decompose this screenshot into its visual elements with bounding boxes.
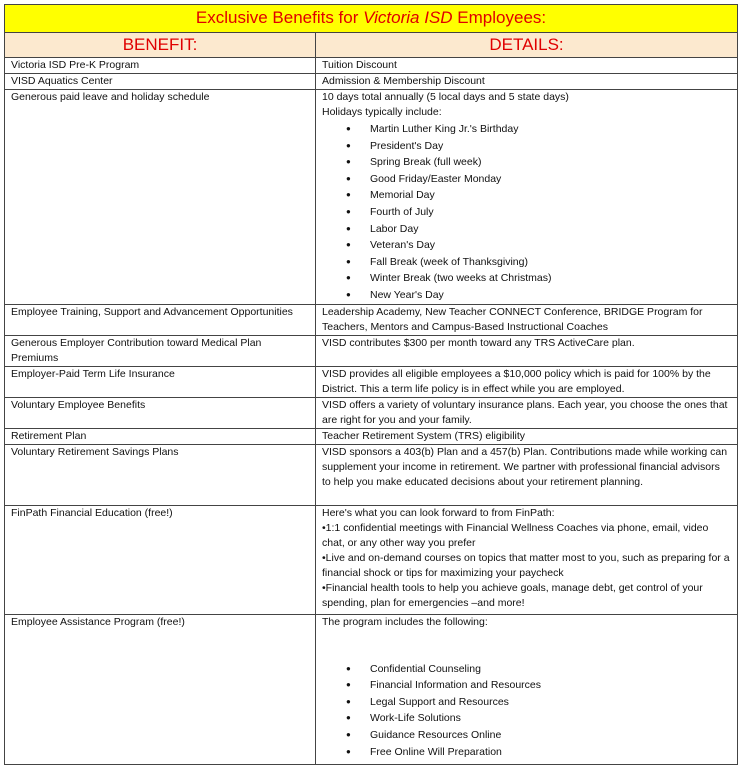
detail-line: 10 days total annually (5 local days and 5 state days) xyxy=(322,91,569,103)
benefits-table xyxy=(4,4,738,765)
benefit-cell: Voluntary Retirement Savings Plans xyxy=(5,444,316,505)
details-header: DETAILS: xyxy=(316,33,738,58)
list-item: ● Winter Break (two weeks at Christmas) xyxy=(370,270,731,287)
list-item: ● President's Day xyxy=(370,138,731,155)
eap-list xyxy=(322,661,731,761)
table-row xyxy=(5,304,738,335)
details-cell: Admission & Membership Discount xyxy=(316,74,738,90)
benefit-cell: FinPath Financial Education (free!) xyxy=(5,505,316,614)
list-item: ● Free Online Will Preparation xyxy=(370,744,731,761)
details-cell xyxy=(316,614,738,764)
table-row xyxy=(5,614,738,764)
details-cell: Leadership Academy, New Teacher CONNECT Conference, BRIDGE Program for Teachers, Mentors and Campus-Based Instructional Coaches xyxy=(316,304,738,335)
table-row xyxy=(5,74,738,90)
benefit-cell: Generous Employer Contribution toward Medical Plan Premiums xyxy=(5,335,316,366)
benefit-cell: Generous paid leave and holiday schedule xyxy=(5,90,316,305)
benefit-header: BENEFIT: xyxy=(5,33,316,58)
table-row xyxy=(5,335,738,366)
table-row xyxy=(5,366,738,397)
list-item: ● Legal Support and Resources xyxy=(370,694,731,711)
title-suffix: Employees: xyxy=(452,8,547,27)
details-cell xyxy=(316,90,738,305)
table-title xyxy=(5,5,738,33)
holiday-list xyxy=(322,121,731,304)
benefit-cell: Employee Training, Support and Advancement Opportunities xyxy=(5,304,316,335)
benefit-cell: Employer-Paid Term Life Insurance xyxy=(5,366,316,397)
details-cell xyxy=(316,505,738,614)
list-item: ● Spring Break (full week) xyxy=(370,154,731,171)
list-item: ● Memorial Day xyxy=(370,187,731,204)
list-item: ● Veteran's Day xyxy=(370,237,731,254)
detail-line: The program includes the following: xyxy=(322,615,488,628)
list-item: ● Labor Day xyxy=(370,221,731,238)
table-row xyxy=(5,58,738,74)
table-row xyxy=(5,90,738,305)
details-cell: Teacher Retirement System (TRS) eligibility xyxy=(316,428,738,444)
list-item: ● Confidential Counseling xyxy=(370,661,731,678)
list-item: ● New Year's Day xyxy=(370,287,731,304)
details-cell: VISD contributes $300 per month toward any TRS ActiveCare plan. xyxy=(316,335,738,366)
detail-line: Holidays typically include: xyxy=(322,106,442,118)
benefit-cell: Employee Assistance Program (free!) xyxy=(5,614,316,764)
title-row xyxy=(5,5,738,33)
list-item: ● Fourth of July xyxy=(370,204,731,221)
detail-line: •1:1 confidential meetings with Financial Wellness Coaches via phone, email, video chat, or any other way you prefer xyxy=(322,521,709,549)
header-row xyxy=(5,33,738,58)
details-cell: VISD provides all eligible employees a $10,000 policy which is paid for 100% by the District. This a term life policy is in effect while you are employed. xyxy=(316,366,738,397)
details-cell: VISD sponsors a 403(b) Plan and a 457(b) Plan. Contributions made while working can supplement your income in retirement. We partner with professional financial advisors to help you make educated decisions about your retirement planning. xyxy=(316,444,738,505)
list-item: ● Good Friday/Easter Monday xyxy=(370,171,731,188)
title-prefix: Exclusive Benefits for xyxy=(195,8,364,27)
detail-line: •Live and on-demand courses on topics that matter most to you, such as preparing for a financial shock or tips for maximizing your paycheck xyxy=(322,551,730,579)
table-row xyxy=(5,397,738,428)
table-row xyxy=(5,444,738,505)
benefit-cell: Retirement Plan xyxy=(5,428,316,444)
details-cell: Tuition Discount xyxy=(316,58,738,74)
list-item: ● Fall Break (week of Thanksgiving) xyxy=(370,254,731,271)
benefit-cell: VISD Aquatics Center xyxy=(5,74,316,90)
benefit-cell: Voluntary Employee Benefits xyxy=(5,397,316,428)
detail-line: •Financial health tools to help you achieve goals, manage debt, get control of your spending, plan for emergencies –and more! xyxy=(322,581,703,609)
title-emphasis: Victoria ISD xyxy=(363,8,453,27)
table-row xyxy=(5,428,738,444)
list-item: ● Work-Life Solutions xyxy=(370,710,731,727)
table-row xyxy=(5,505,738,614)
detail-line: Here's what you can look forward to from FinPath: xyxy=(322,506,555,519)
details-cell: VISD offers a variety of voluntary insurance plans. Each year, you choose the ones that are right for you and your family. xyxy=(316,397,738,428)
list-item: ● Financial Information and Resources xyxy=(370,677,731,694)
spacer xyxy=(322,630,731,660)
benefit-cell: Victoria ISD Pre-K Program xyxy=(5,58,316,74)
list-item: ● Martin Luther King Jr.'s Birthday xyxy=(370,121,731,138)
list-item: ● Guidance Resources Online xyxy=(370,727,731,744)
